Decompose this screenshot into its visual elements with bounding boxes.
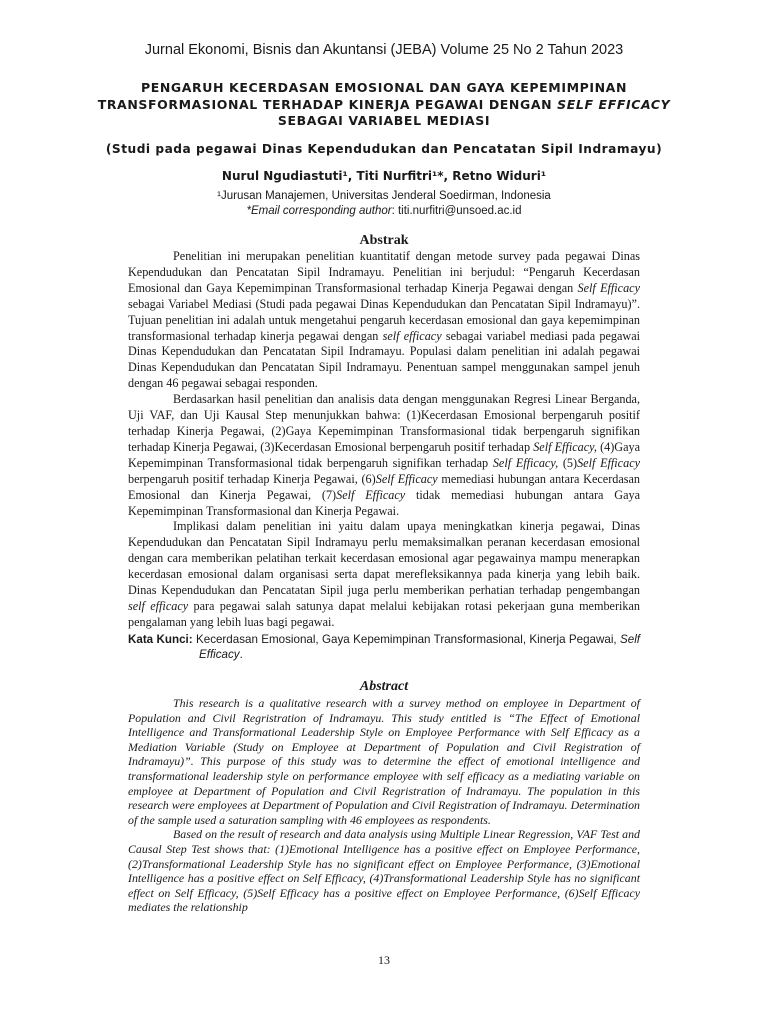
journal-header: Jurnal Ekonomi, Bisnis dan Akuntansi (JEBA) Volume 25 No 2 Tahun 2023 bbox=[144, 42, 624, 58]
abstrak-heading: Abstrak bbox=[359, 233, 409, 248]
title-line-3: SEBAGAI VARIABEL MEDIASI bbox=[277, 113, 491, 128]
text-run: sebagai variabel mediasi pada pegawai Dinas Kependudukan dan Pencatatan Sipil Indramayu. Populasi dalam penelitian ini adalah pegawai Dinas Kependudukan dan Pencatatan Sipil Indramayu. Penentuan sampel menggunakan sampel jenuh dengan 46 pegawai sebagai responden. bbox=[128, 328, 640, 391]
abstrak-paragraph-2 bbox=[128, 392, 640, 519]
keywords-label: Kata Kunci: bbox=[128, 632, 193, 646]
abstrak-paragraph-3 bbox=[128, 519, 640, 630]
italic-run: Self Efficacy, bbox=[533, 439, 597, 454]
text-run: sebagai Variabel Mediasi (Studi pada pegawai Dinas Kependudukan dan Pencatatan Sipil Indramayu)”. Tujuan penelitian ini adalah untuk mengetahui pengaruh kecerdasan emosional dan gaya kepemimpinan transformasional terhadap kinerja pegawai dengan bbox=[128, 296, 640, 343]
italic-run: Self Efficacy bbox=[577, 280, 640, 295]
paper-subtitle: (Studi pada pegawai Dinas Kependudukan dan Pencatatan Sipil Indramayu) bbox=[105, 142, 663, 156]
italic-run: Self Efficacy bbox=[577, 455, 641, 470]
text-run: tidak memediasi hubungan antara Gaya Kepemimpinan Transformasional dan Kinerja Pegawai. bbox=[128, 487, 640, 518]
author-affiliation: ¹Jurusan Manajemen, Universitas Jenderal Soedirman, Indonesia bbox=[217, 190, 551, 202]
email-address[interactable]: : titi.nurfitri@unsoed.ac.id bbox=[391, 205, 522, 217]
italic-run: self efficacy bbox=[382, 328, 442, 343]
email-label: *Email corresponding author bbox=[246, 205, 392, 217]
page-number: 13 bbox=[378, 953, 390, 967]
keywords-end: . bbox=[239, 648, 243, 662]
italic-run: Self Efficacy, bbox=[492, 455, 559, 470]
text-run: (4)Gaya Kepemimpinan Transformasional tidak berpengaruh signifikan terhadap bbox=[128, 439, 640, 470]
author-list: Nurul Ngudiastuti¹, Titi Nurfitri¹*, Retno Widuri¹ bbox=[221, 169, 547, 183]
keywords-list: Kecerdasan Emosional, Gaya Kepemimpinan Transformasional, Kinerja Pegawai, bbox=[192, 632, 621, 646]
text-run: memediasi hubungan antara Kecerdasan Emosional dan Kinerja Pegawai, (7) bbox=[128, 471, 641, 502]
keywords-italic: Self Efficacy bbox=[199, 632, 641, 662]
italic-run: Self Efficacy bbox=[375, 471, 438, 486]
keywords bbox=[128, 632, 640, 663]
text-run: Implikasi dalam penelitian ini yaitu dalam upaya meningkatkan kinerja pegawai, Dinas Kependudukan dan Pencatatan Sipil Indramayu perlu memaksimalkan peranan kecerdasan emosional dengan cara memberikan pelatihan terkait kecerdasan emosional agar pegawainya mampu menerapkan kecerdasan emosional dalam organisasi serta dapat merefleksikannya pada kinerja yang lebih baik. Dinas Kependudukan dan Pencatatan Sipil juga perlu memberikan perhatian terhadap pengembangan bbox=[128, 519, 640, 598]
abstract-paragraph-2: Based on the result of research and data analysis using Multiple Linear Regression, VAF Test and Causal Step Test shows that: (1)Emotional Intelligence has a positive effect on Employee Performance, (2)Transformational Leadership Style has no significant effect on Employee Performance, (3)Emotional Intelligence has a positive effect on Self Efficacy, (4)Transformational Leadership Style has no significant effect on Self Efficacy, (5)Self Efficacy has a positive effect on Employee Performance, (6)Self Efficacy mediates the relationship bbox=[128, 827, 640, 915]
abstrak-body bbox=[128, 249, 640, 663]
abstract-body bbox=[128, 696, 640, 915]
text-run: (5) bbox=[558, 455, 578, 470]
title-line-2-text: TRANSFORMASIONAL TERHADAP KINERJA PEGAWAI DENGAN bbox=[97, 96, 558, 112]
italic-run: self efficacy bbox=[128, 598, 189, 613]
text-run: para pegawai salah satunya dapat melalui kebijakan rotasi pekerjaan guna memberikan pengalaman yang lebih luas bagi pegawai. bbox=[128, 598, 640, 629]
title-line-1: PENGARUH KECERDASAN EMOSIONAL DAN GAYA KEPEMIMPINAN bbox=[140, 80, 628, 95]
text-run: Penelitian ini merupakan penelitian kuantitatif dengan metode survey pada pegawai Dinas Kependudukan dan Pencatatan Sipil Indramayu. Penelitian ini berjudul: “Pengaruh Kecerdasan Emosional dan Gaya Kepemimpinan Transformasional terhadap Kinerja Pegawai dengan bbox=[128, 249, 640, 295]
title-line-2-italic: SELF EFFICACY bbox=[557, 96, 671, 112]
abstrak-paragraph-1 bbox=[128, 249, 640, 392]
title-line-2 bbox=[80, 97, 688, 114]
abstract-heading: Abstract bbox=[359, 679, 409, 694]
abstract-paragraph-1: This research is a qualitative research with a survey method on employee in Department of Population and Civil Regristration of Indramayu. This study entitled is “The Effect of Emotional Intelligence and Transformational Leadership Style on Employee Performance with Self Efficacy as a Mediation Variable (Study on Employee at Department of Population and Civil Registration of Indramayu)”. This purpose of this study was to determine the effect of emotional intelligence and transformational leadership style on performance employee with self efficacy as a mediating variable on employee at Department of Population and Civil Regristration of Indramayu. The population in this research were employees at Department of Population and Civil Registration of Indramayu. Determination of the sample used a saturation sampling with 46 employees as respondents. bbox=[128, 696, 640, 827]
italic-run: Self Efficacy bbox=[336, 487, 406, 502]
corresponding-email bbox=[0, 205, 768, 217]
paper-title bbox=[80, 80, 688, 130]
text-run: Berdasarkan hasil penelitian dan analisis data dengan menggunakan Regresi Linear Berganda, Uji VAF, dan Uji Kausal Step menunjukkan bahwa: (1)Kecerdasan Emosional berpengaruh positif terhadap Kinerja Pegawai, (2)Gaya Kepemimpinan Transformasional tidak berpengaruh signifikan terhadap Kinerja Pegawai, (3)Kecerdasan Emosional berpengaruh positif terhadap bbox=[128, 392, 640, 454]
text-run: berpengaruh positif terhadap Kinerja Pegawai, (6) bbox=[128, 471, 376, 486]
